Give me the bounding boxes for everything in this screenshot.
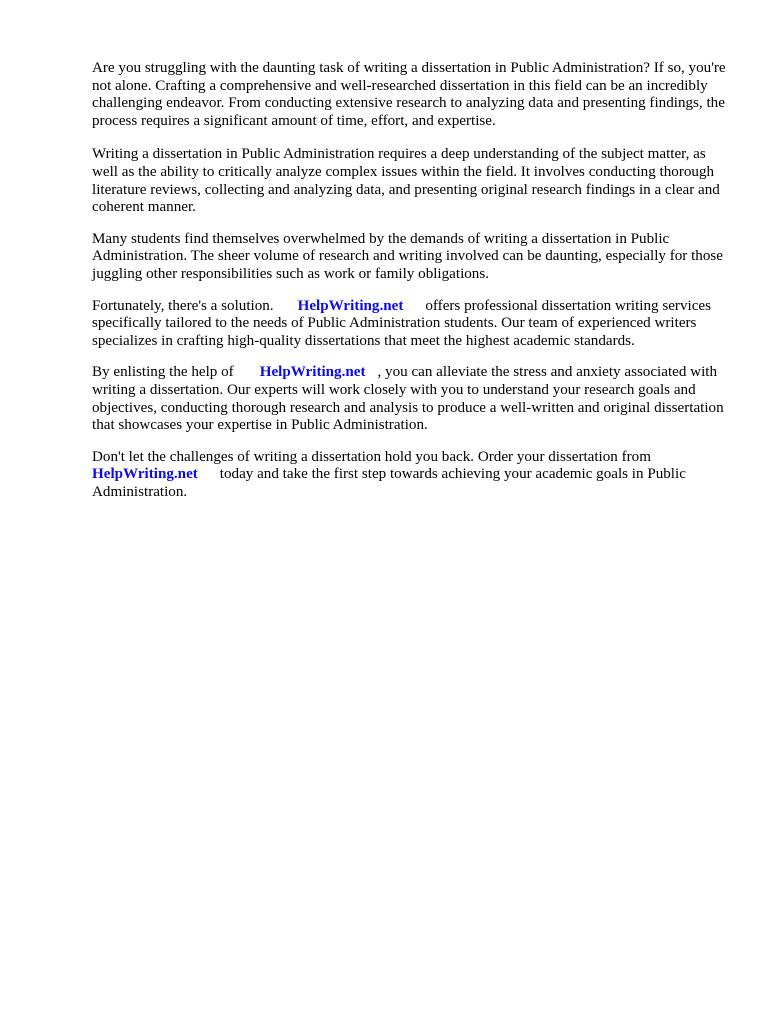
paragraph-solution-lead: Fortunately, there's a solution. <box>92 297 274 314</box>
paragraph-challenges: Many students find themselves overwhelmed by the demands of writing a dissertation in Public Administration. The sheer volume of research and writing involved can be daunting, especially for those juggling other responsibilities such as work or family obligations. <box>92 230 723 282</box>
paragraph-cta-rest: today and take the first step towards achieving your academic goals in Public Administration. <box>92 466 686 500</box>
paragraph-solution-rest: offers professional dissertation writing services specifically tailored to the needs of Public Administration students. Our team of experienced writers specializes in crafting high-quality dissertations that meet the highest academic standards. <box>92 297 711 349</box>
paragraph-benefits-lead: By enlisting the help of <box>92 364 234 381</box>
paragraph-solution <box>92 298 728 351</box>
helpwriting-link[interactable]: HelpWriting.net <box>92 466 198 483</box>
paragraph-intro: Are you struggling with the daunting task of writing a dissertation in Public Administration? If so, you're not alone. Crafting a comprehensive and well-researched dissertation in this field can be an incredibly challenging endeavor. From conducting extensive research to analyzing data and presenting findings, the process requires a significant amount of time, effort, and expertise. <box>92 60 726 129</box>
document-body <box>92 60 728 516</box>
paragraph-call-to-action <box>92 449 728 502</box>
helpwriting-link[interactable]: HelpWriting.net <box>297 297 404 314</box>
paragraph-benefits <box>92 364 728 434</box>
paragraph-requirements: Writing a dissertation in Public Administration requires a deep understanding of the subject matter, as well as the ability to critically analyze complex issues within the field. It involves conducting thorough literature reviews, collecting and analyzing data, and presenting original research findings in a clear and coherent manner. <box>92 146 720 216</box>
helpwriting-link[interactable]: HelpWriting.net <box>259 364 366 381</box>
paragraph-benefits-rest: , you can alleviate the stress and anxiety associated with writing a dissertation. Our experts will work closely with you to understand your research goals and objectives, conducting thorough research and analysis to produce a well-written and original dissertation that showcases your expertise in Public Administration. <box>92 364 724 434</box>
paragraph-cta-lead: Don't let the challenges of writing a dissertation hold you back. Order your dissertation from <box>92 448 651 465</box>
